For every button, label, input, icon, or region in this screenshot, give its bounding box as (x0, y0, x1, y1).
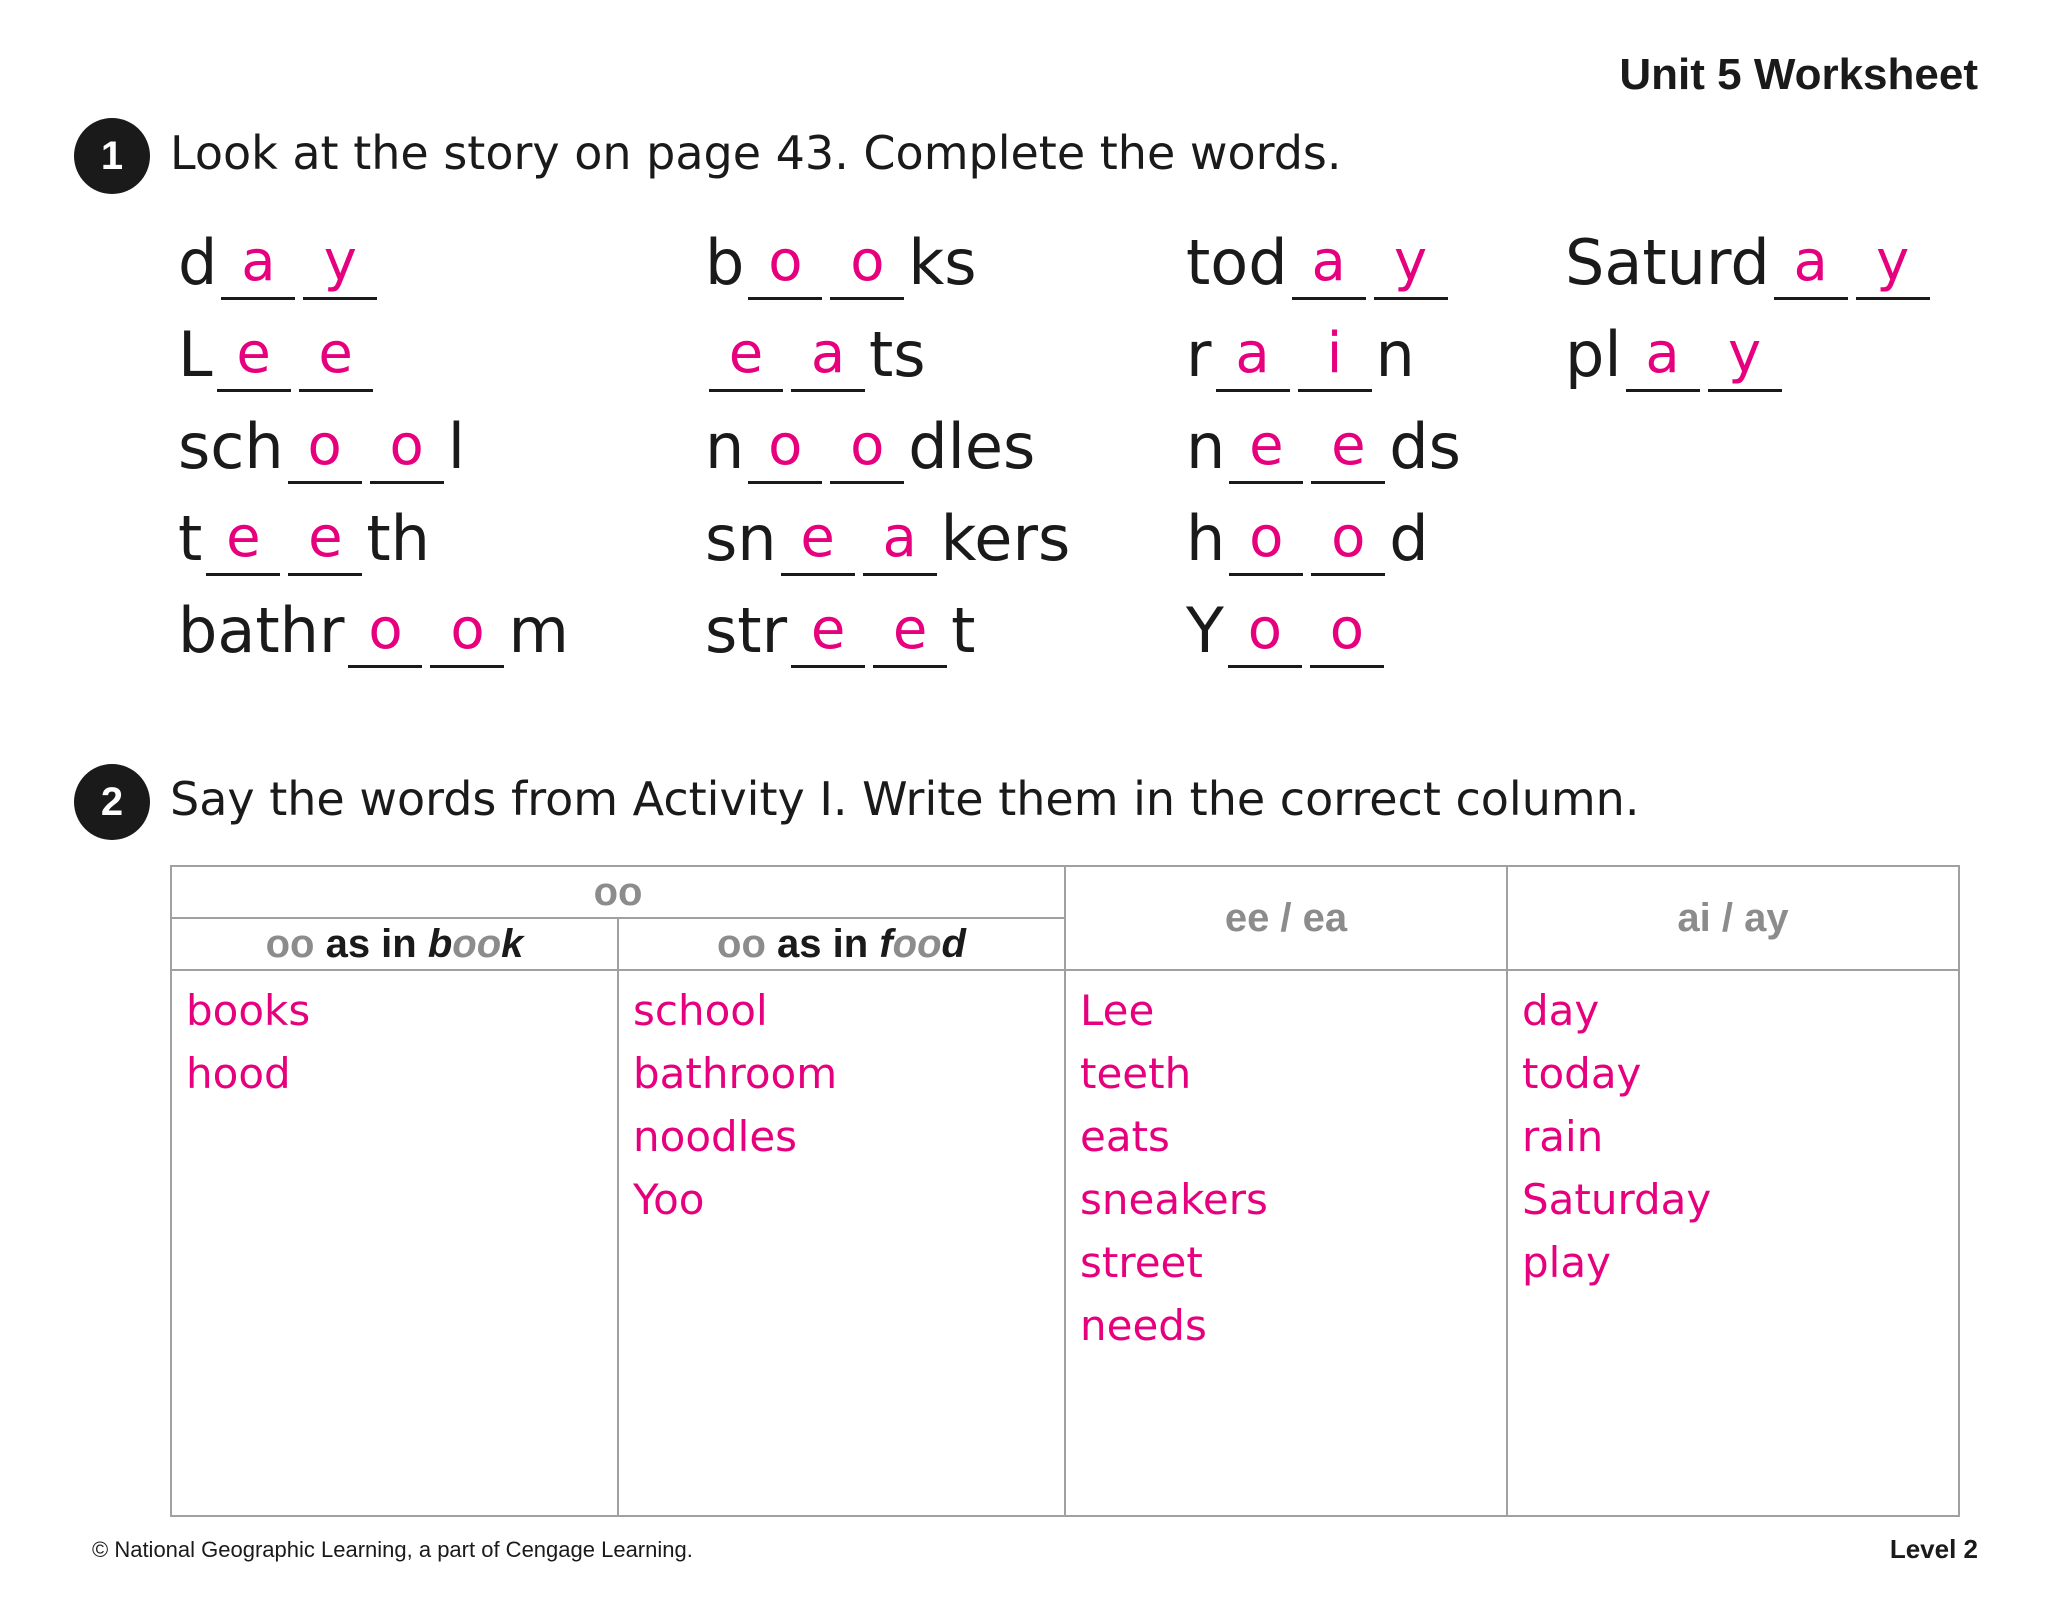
letter-blank[interactable]: e (791, 599, 865, 668)
letter-blank[interactable]: y (1374, 231, 1448, 300)
letter-blank[interactable]: a (221, 231, 295, 300)
letter-blank[interactable]: o (348, 599, 422, 668)
word-sort-table (170, 865, 1960, 1517)
letter-blank[interactable]: y (303, 231, 377, 300)
word-item (705, 208, 1070, 300)
ai-ay-answers (1507, 970, 1959, 1516)
letter-blank[interactable]: o (1310, 599, 1384, 668)
word-item (1565, 208, 1934, 300)
word-prefix: bathr (178, 594, 345, 667)
copyright-notice: © National Geographic Learning, a part of Cengage Learning. (92, 1537, 693, 1562)
word-prefix: n (1186, 410, 1226, 483)
letter-blank[interactable]: o (1311, 507, 1385, 576)
answer-word: Yoo (633, 1175, 705, 1224)
word-item (705, 484, 1070, 576)
letter-blank[interactable]: o (430, 599, 504, 668)
letter-blank[interactable]: e (217, 323, 291, 392)
word-prefix: d (178, 226, 218, 299)
letter-blank[interactable]: o (830, 231, 904, 300)
oo-as-in-food-header: oo as in food (618, 918, 1065, 970)
activity-1-number-badge: 1 (74, 118, 150, 194)
letter-blank[interactable]: e (206, 507, 280, 576)
letter-blank[interactable]: o (1229, 507, 1303, 576)
word-item (705, 300, 1070, 392)
word-prefix: n (705, 410, 745, 483)
word-suffix: ts (869, 318, 926, 391)
ai-ay-column-header: ai / ay (1507, 866, 1959, 970)
word-column-3 (1186, 208, 1461, 668)
word-item (1186, 576, 1461, 668)
word-suffix: t (951, 594, 976, 667)
word-suffix: ds (1389, 410, 1461, 483)
letter-blank[interactable]: a (791, 323, 865, 392)
answer-word: needs (1080, 1301, 1207, 1350)
letter-blank[interactable]: e (781, 507, 855, 576)
word-prefix: Y (1186, 594, 1224, 667)
word-prefix: pl (1565, 318, 1622, 391)
word-item (705, 392, 1070, 484)
word-prefix: sn (705, 502, 777, 575)
letter-blank[interactable]: a (863, 507, 937, 576)
word-prefix: Saturd (1565, 226, 1770, 299)
word-prefix: b (705, 226, 745, 299)
word-suffix: th (366, 502, 430, 575)
letter-blank[interactable]: y (1708, 323, 1782, 392)
worksheet-title: Unit 5 Worksheet (1619, 50, 1978, 99)
word-item (1565, 300, 1934, 392)
ee-ea-column-header: ee / ea (1065, 866, 1507, 970)
activity-1-instruction: Look at the story on page 43. Complete the words. (170, 126, 1342, 180)
answer-word: street (1080, 1238, 1203, 1287)
letter-blank[interactable]: e (873, 599, 947, 668)
word-suffix: ks (908, 226, 977, 299)
word-item (178, 576, 569, 668)
letter-blank[interactable]: o (288, 415, 362, 484)
word-prefix: r (1186, 318, 1212, 391)
letter-blank[interactable]: o (748, 415, 822, 484)
answer-word: bathroom (633, 1049, 838, 1098)
word-item (705, 576, 1070, 668)
word-suffix: m (508, 594, 569, 667)
letter-blank[interactable]: y (1856, 231, 1930, 300)
letter-blank[interactable]: a (1774, 231, 1848, 300)
word-prefix: t (178, 502, 203, 575)
word-item (178, 208, 569, 300)
oo-book-answers (171, 970, 618, 1516)
letter-blank[interactable]: o (370, 415, 444, 484)
word-suffix: n (1375, 318, 1415, 391)
word-item (178, 484, 569, 576)
letter-blank[interactable]: a (1292, 231, 1366, 300)
letter-blank[interactable]: i (1298, 323, 1372, 392)
word-suffix: l (447, 410, 465, 483)
answer-word: today (1522, 1049, 1642, 1098)
letter-blank[interactable]: o (1228, 599, 1302, 668)
word-column-4 (1565, 208, 1934, 392)
word-prefix: L (178, 318, 213, 391)
word-column-1 (178, 208, 569, 668)
answer-word: play (1522, 1238, 1611, 1287)
answer-word: sneakers (1080, 1175, 1268, 1224)
answer-word: hood (186, 1049, 291, 1098)
answer-word: Saturday (1522, 1175, 1712, 1224)
answer-word: rain (1522, 1112, 1604, 1161)
word-suffix: dles (908, 410, 1036, 483)
activity-2-number-badge: 2 (74, 764, 150, 840)
word-item (178, 392, 569, 484)
word-item (1186, 300, 1461, 392)
word-prefix: str (705, 594, 788, 667)
oo-group-header: oo (171, 866, 1065, 918)
answer-word: Lee (1080, 986, 1155, 1035)
answer-word: books (186, 986, 311, 1035)
answer-word: eats (1080, 1112, 1170, 1161)
word-column-2 (705, 208, 1070, 668)
word-item (178, 300, 569, 392)
letter-blank[interactable]: e (288, 507, 362, 576)
letter-blank[interactable]: o (748, 231, 822, 300)
word-item (1186, 484, 1461, 576)
oo-food-answers (618, 970, 1065, 1516)
oo-as-in-book-header: oo as in book (171, 918, 618, 970)
answer-word: noodles (633, 1112, 798, 1161)
letter-blank[interactable]: e (709, 323, 783, 392)
letter-blank[interactable]: a (1216, 323, 1290, 392)
word-suffix: kers (940, 502, 1071, 575)
word-prefix: sch (178, 410, 284, 483)
letter-blank[interactable]: e (1229, 415, 1303, 484)
answer-word: teeth (1080, 1049, 1192, 1098)
answer-word: day (1522, 986, 1600, 1035)
word-suffix: d (1389, 502, 1429, 575)
ee-ea-answers (1065, 970, 1507, 1516)
letter-blank[interactable]: e (299, 323, 373, 392)
word-prefix: tod (1186, 226, 1288, 299)
letter-blank[interactable]: a (1626, 323, 1700, 392)
level-label: Level 2 (1889, 1534, 1978, 1564)
letter-blank[interactable]: e (1311, 415, 1385, 484)
word-item (1186, 392, 1461, 484)
answer-word: school (633, 986, 768, 1035)
letter-blank[interactable]: o (830, 415, 904, 484)
word-prefix: h (1186, 502, 1226, 575)
activity-2-instruction: Say the words from Activity I. Write them in the correct column. (170, 772, 1640, 826)
word-item (1186, 208, 1461, 300)
